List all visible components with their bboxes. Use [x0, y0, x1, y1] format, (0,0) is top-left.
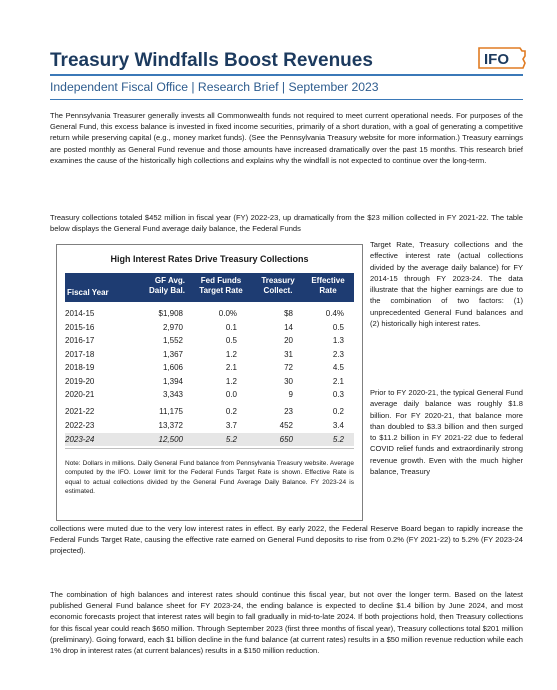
header-fed-rate — [191, 276, 251, 296]
cell-year: 2014-15 — [65, 309, 95, 318]
table-row — [65, 376, 354, 387]
paragraph-outlook: The combination of high balances and interest rates should continue this fiscal year, but not over the longer term. Based on the latest published General Fund balance sheet for FY 2023-24, the ending balance is expected to decline $1.4 billion by June 2024, and most economic forecasts project that interest rates will begin to fall gradually in mid-to-late 2024. If both projections hold, then Treasury collections for this fiscal year could reach $650 million. Through September 2023 (first three months of fiscal year), Treasury collections total $201 million (preliminary). Going forward, each $1 billion decline in the fund balance (at current rates) results in a $50 million revenue reduction while each 1% drop in interest rates (at current balances) results in a $150 million reduction. — [50, 590, 523, 656]
subtitle-rule — [50, 99, 523, 100]
cell-fed: 0.0% — [218, 309, 237, 318]
cell-year: 2021-22 — [65, 407, 95, 416]
table-header — [65, 273, 354, 302]
cell-eff: 5.2 — [332, 435, 344, 444]
report-header — [0, 0, 557, 102]
ifo-logo — [476, 42, 528, 72]
cell-eff: 0.5 — [332, 322, 344, 332]
table-row — [65, 308, 354, 319]
cell-fed: 1.2 — [225, 376, 237, 386]
page-subtitle: Independent Fiscal Office | Research Brief | September 2023 — [50, 80, 379, 94]
table-title: High Interest Rates Drive Treasury Collections — [110, 254, 309, 264]
cell-eff: 0.3 — [332, 390, 344, 399]
cell-tre: 14 — [284, 322, 293, 332]
paragraph-side-factors: Target Rate, Treasury collections and the effective interest rate (actual collections divided by the average daily balance) for FY 2014-15 through FY 2023-24. The data illustrate that the higher earnings are due to the combination of two factors: (1) unprecedented General Fund balances and (2) historically high interest rates. — [370, 240, 523, 329]
header-effective-rate — [305, 276, 351, 296]
header-fed-line2: Target Rate — [199, 286, 243, 295]
cell-gf: 13,372 — [158, 420, 183, 430]
cell-fed: 0.5 — [225, 336, 237, 345]
cell-year: 2020-21 — [65, 390, 95, 399]
cell-tre: 23 — [284, 407, 293, 416]
cell-eff: 0.4% — [325, 309, 344, 318]
cell-fed: 2.1 — [225, 363, 237, 372]
cell-eff: 0.2 — [332, 407, 344, 416]
page-title: Treasury Windfalls Boost Revenues — [50, 50, 373, 71]
header-fiscal-year: Fiscal Year — [67, 288, 109, 297]
paragraph-intro: The Pennsylvania Treasurer generally invests all Commonwealth funds not required to meet current operational needs. For purposes of the General Fund, this excess balance is invested in fixed income securities, primarily of a short duration, with a goal of generating a competitive return while preserving capital (e.g., money market funds). (See the Pennsylvania Treasury website for more information.) Treasury earnings are posted monthly as General Fund revenue and those amounts have increased dramatically over the past 15 months. This research brief examines the cause of the historically high collections and explains why the windfall is not expected to continue over the long-term. — [50, 111, 523, 165]
cell-fed: 0.1 — [225, 322, 237, 332]
header-eff-line2: Rate — [319, 286, 337, 295]
cell-year: 2022-23 — [65, 420, 95, 430]
cell-year: 2015-16 — [65, 322, 95, 332]
logo-text: IFO — [484, 51, 509, 68]
header-tre-line1: Treasury — [261, 276, 295, 285]
cell-year: 2016-17 — [65, 336, 95, 345]
cell-fed: 5.2 — [225, 435, 237, 444]
cell-gf: 12,500 — [158, 435, 183, 444]
cell-year: 2017-18 — [65, 349, 95, 359]
table-row — [65, 406, 354, 417]
paragraph-side-balance: Prior to FY 2020-21, the typical General Fund average daily balance was roughly $1.8 billion. For FY 2020-21, that balance more than doubled to $3.3 billion and then surged to $11.2 billion in FY 2021-22 due to federal COVID relief funds and extraordinarily strong revenue growth. Even with the much higher balance, Treasury — [370, 388, 523, 477]
cell-gf: 1,367 — [162, 349, 183, 359]
paragraph-collections: Treasury collections totaled $452 million in fiscal year (FY) 2022-23, up dramatically from the $23 million collected in FY 2021-22. The table below displays the General Fund average daily balance, the Federal Funds — [50, 213, 523, 234]
cell-fed: 0.2 — [225, 407, 237, 416]
cell-gf: $1,908 — [158, 309, 183, 318]
table-row — [65, 362, 354, 373]
table-row — [65, 322, 354, 333]
cell-tre: $8 — [284, 309, 293, 318]
cell-fed: 3.7 — [225, 420, 237, 430]
cell-tre: 31 — [284, 349, 293, 359]
header-gf-line2: Daily Bal. — [148, 286, 185, 295]
cell-gf: 2,970 — [162, 322, 183, 332]
cell-eff: 1.3 — [332, 336, 344, 345]
cell-tre: 452 — [279, 420, 293, 430]
cell-eff: 2.3 — [332, 349, 344, 359]
header-eff-line1: Effective — [311, 276, 345, 285]
table-note: Note: Dollars in millions. Daily General Fund balance from Pennsylvania Treasury website. Average computed by the IFO. Lower limit for the Federal Funds Target Rate is shown. Effective Rate is equal to actual collections divided by the General Fund Average Daily Balance. FY 2023-24 is estimated. — [65, 460, 354, 496]
cell-year: 2019-20 — [65, 376, 95, 386]
table-row — [65, 349, 354, 360]
cell-tre: 72 — [284, 363, 293, 372]
cell-tre: 30 — [284, 376, 293, 386]
table-row — [65, 335, 354, 346]
cell-gf: 1,606 — [162, 363, 183, 372]
cell-fed: 1.2 — [225, 349, 237, 359]
cell-tre: 9 — [288, 390, 293, 399]
cell-tre: 650 — [279, 435, 293, 444]
cell-fed: 0.0 — [225, 390, 237, 399]
header-tre-line2: Collect. — [263, 286, 293, 295]
cell-gf: 1,552 — [162, 336, 183, 345]
paragraph-rates: collections were muted due to the very low interest rates in effect. By early 2022, the Federal Reserve Board began to rapidly increase the Federal Funds Target Rate, causing the effective rate earned on General Fund deposits to rise from 0.2% (FY 2021-22) to 5.2% (FY 2023-24 projected). — [50, 524, 523, 556]
treasury-table — [56, 244, 363, 521]
cell-year: 2023-24 — [65, 435, 95, 444]
cell-eff: 3.4 — [332, 420, 344, 430]
cell-eff: 4.5 — [332, 363, 344, 372]
header-rule — [50, 74, 523, 76]
cell-eff: 2.1 — [332, 376, 344, 386]
cell-tre: 20 — [284, 336, 293, 345]
header-gf-line1: GF Avg. — [154, 276, 185, 285]
table-row — [65, 420, 354, 431]
header-gf-balance — [125, 276, 185, 296]
table-row-estimate — [65, 434, 354, 445]
header-treasury-collect — [253, 276, 303, 296]
cell-gf: 11,175 — [159, 407, 183, 416]
table-separator — [65, 448, 354, 449]
cell-year: 2018-19 — [65, 363, 95, 372]
cell-gf: 1,394 — [162, 376, 183, 386]
table-row — [65, 389, 354, 400]
cell-gf: 3,343 — [162, 390, 183, 399]
header-fed-line1: Fed Funds — [200, 276, 242, 285]
